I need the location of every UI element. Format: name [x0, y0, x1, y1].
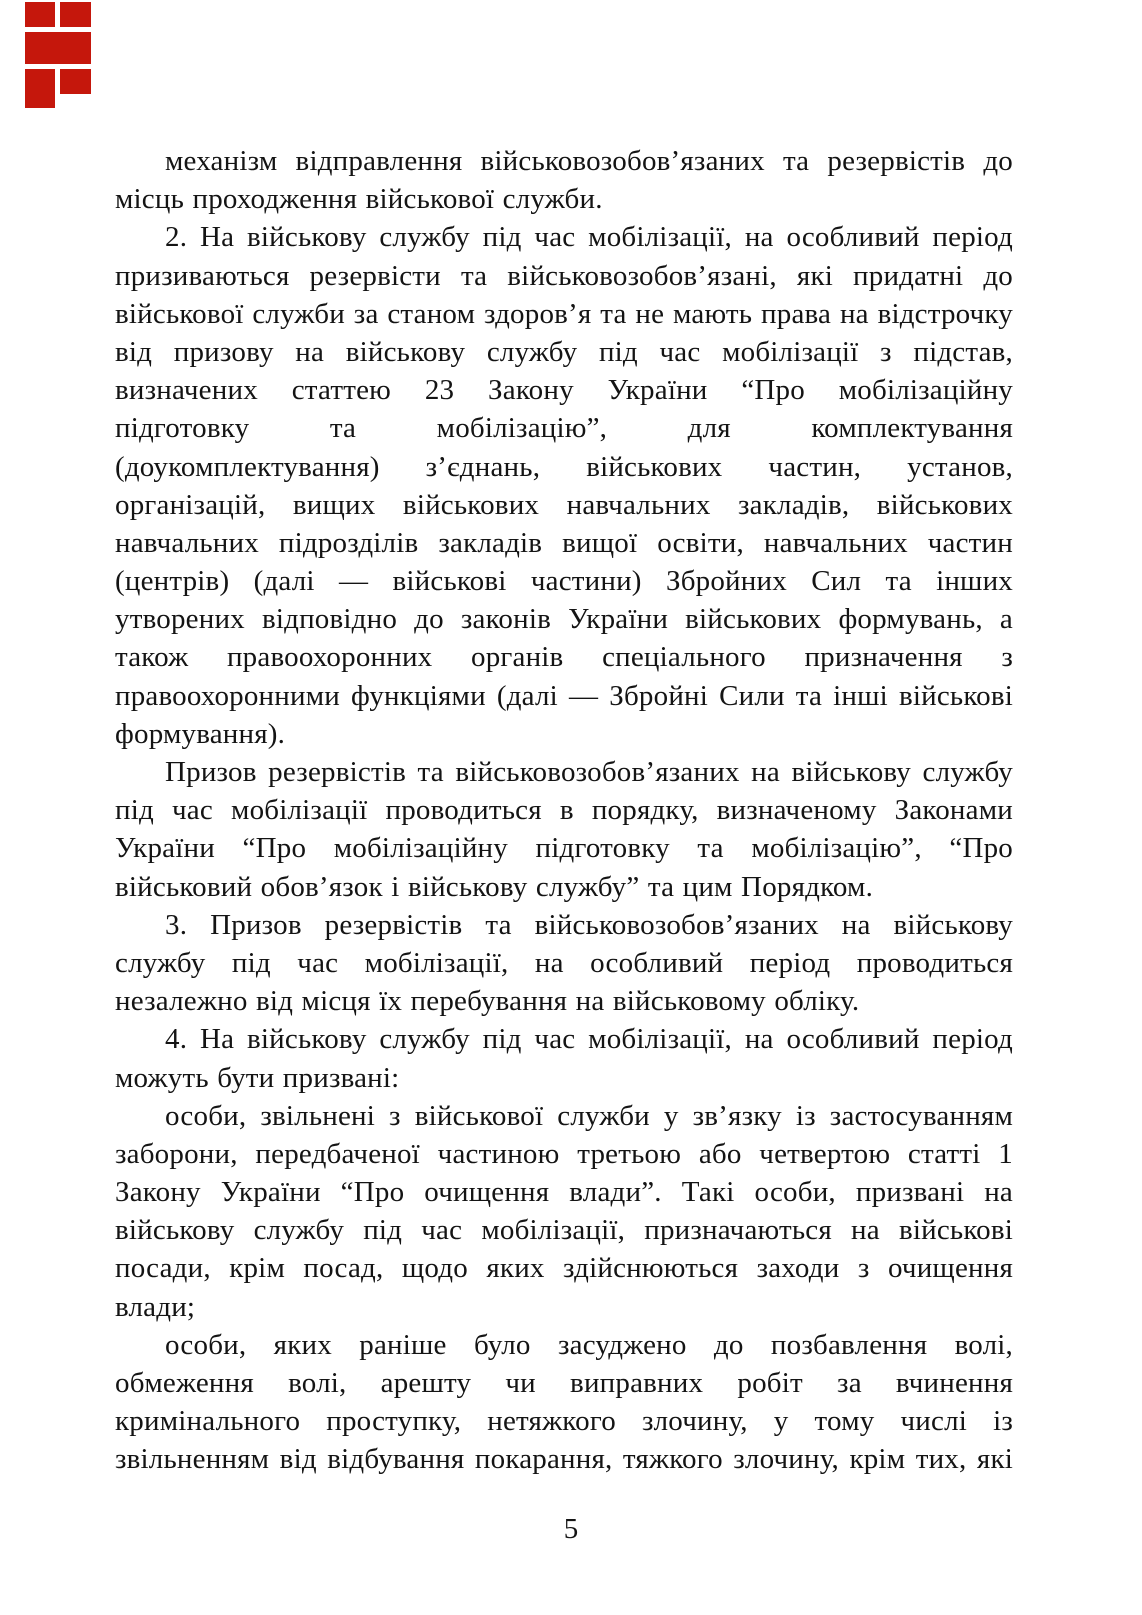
text-line: утворених відповідно до законів України військових формувань, а	[115, 603, 1013, 636]
text-line: незалежно від місця їх перебування на військовому обліку.	[115, 985, 860, 1018]
text-line: посади, крім посад, щодо яких здійснюються заходи з очищення	[115, 1252, 1013, 1285]
text-line: під час мобілізації проводиться в порядку, визначеному Законами	[115, 794, 1013, 827]
text-line: 3. Призов резервістів та військовозобов’язаних на військову	[165, 908, 1013, 941]
text-line: правоохоронними функціями (далі — Збройні Сили та інші військові	[115, 679, 1013, 712]
text-line: кримінального проступку, нетяжкого злочину, у тому числі із	[115, 1405, 1013, 1438]
red-stamp-block	[25, 69, 55, 108]
text-line: (центрів) (далі — військові частини) Збройних Сил та інших	[115, 565, 1013, 598]
red-stamp-block	[25, 32, 91, 64]
text-line: Закону України “Про очищення влади”. Такі особи, призвані на	[115, 1176, 1013, 1209]
text-line: (доукомплектування) з’єднань, військових частин, установ,	[115, 450, 1013, 483]
text-line: механізм відправлення військовозобов’язаних та резервістів до	[165, 145, 1013, 177]
text-line: влади;	[115, 1290, 196, 1323]
text-line: формування).	[115, 717, 286, 750]
red-stamp-block	[25, 2, 55, 27]
text-line: України “Про мобілізаційну підготовку та мобілізацію”, “Про	[115, 832, 1013, 865]
text-line: військовий обов’язок і військову службу” та цим Порядком.	[115, 870, 874, 903]
text-line: навчальних підрозділів закладів вищої освіти, навчальних частин	[115, 526, 1013, 559]
text-line: обмеження волі, арешту чи виправних робіт за вчинення	[115, 1367, 1013, 1399]
text-line: підготовку та мобілізацію”, для комплектування	[115, 412, 1013, 445]
text-line: призиваються резервісти та військовозобов’язані, які придатні до	[115, 259, 1013, 292]
text-line: місць проходження військової служби.	[115, 183, 603, 216]
text-line: від призову на військову службу під час мобілізації з підстав,	[115, 335, 1013, 368]
text-line: 2. На військову службу під час мобілізації, на особливий період	[165, 221, 1013, 254]
document-text	[115, 142, 1013, 1479]
text-line: особи, звільнені з військової служби у зв’язку із застосуванням	[165, 1099, 1013, 1132]
text-line: Призов резервістів та військовозобов’язаних на військову службу	[165, 756, 1013, 788]
text-line: організацій, вищих військових навчальних закладів, військових	[115, 488, 1013, 521]
text-line: військову службу під час мобілізації, призначаються на військові	[115, 1214, 1013, 1247]
red-stamp-block	[60, 69, 91, 94]
text-line: заборони, передбаченої частиною третьою або четвертою статті 1	[115, 1137, 1013, 1170]
text-line: 4. На військову службу під час мобілізації, на особливий період	[165, 1023, 1013, 1056]
text-line: визначених статтею 23 Закону України “Про мобілізаційну	[115, 374, 1013, 407]
text-line: також правоохоронних органів спеціального призначення з	[115, 641, 1013, 674]
text-line: можуть бути призвані:	[115, 1061, 400, 1094]
text-line: військової служби за станом здоров’я та не мають права на відстрочку	[115, 297, 1013, 330]
text-line: службу під час мобілізації, на особливий період проводиться	[115, 946, 1013, 979]
text-line: особи, яких раніше було засуджено до позбавлення волі,	[165, 1328, 1013, 1361]
text-line: звільненням від відбування покарання, тяжкого злочину, крім тих, які	[115, 1443, 1013, 1476]
red-stamp-block	[60, 2, 91, 27]
page-number: 5	[563, 1513, 579, 1545]
